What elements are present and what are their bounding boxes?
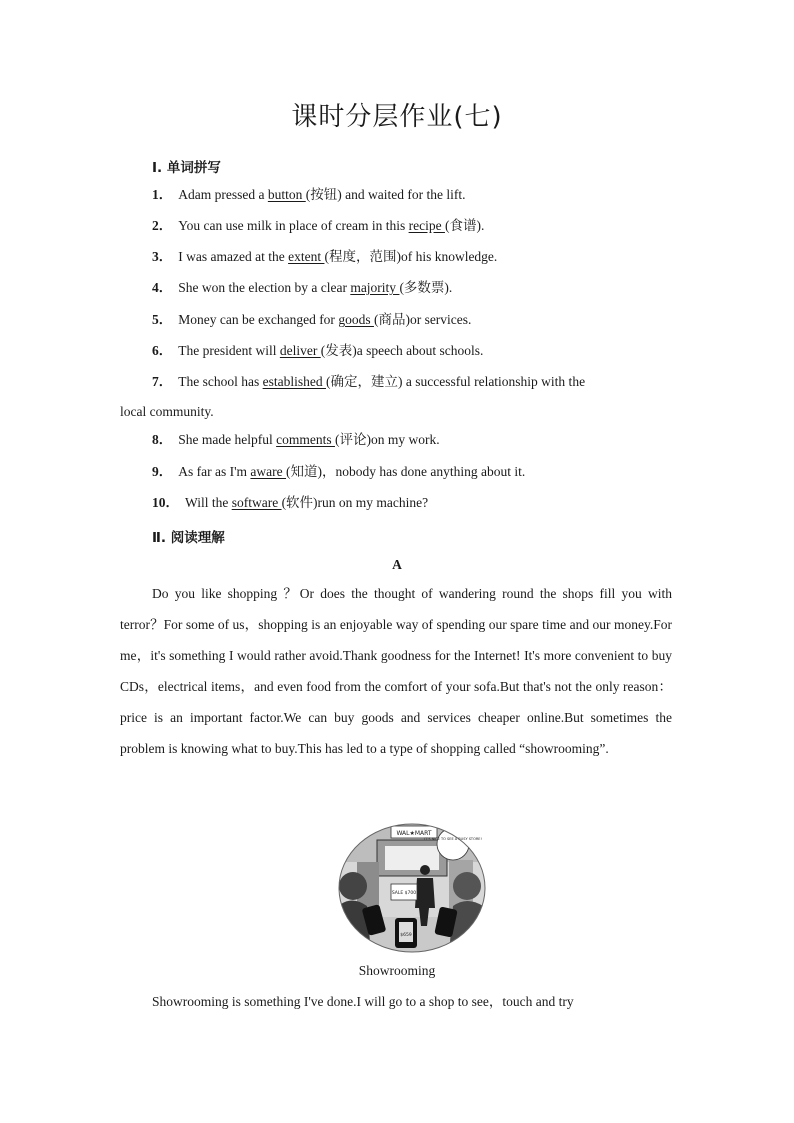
item-answer: goods [338, 312, 374, 327]
spelling-item [152, 187, 465, 203]
section-heading-spelling: Ⅰ. 单词拼写 [152, 160, 221, 176]
item-text-before: I was amazed at the [178, 249, 289, 264]
item-text-after: (软件)run on my machine? [281, 495, 429, 510]
item-answer: recipe [408, 218, 445, 233]
item-answer: deliver [279, 343, 321, 358]
item-number: 4． [152, 280, 173, 295]
item-answer: established [262, 374, 326, 389]
speech-bubble-text: IT'S NICE TO SEE A BUSY STORE! [424, 837, 482, 841]
image-caption: Showrooming [358, 963, 436, 978]
item-number: 6． [152, 343, 173, 358]
item-text-before: The president will [178, 343, 280, 358]
item-number: 1． [152, 187, 173, 202]
page-title: 课时分层作业(七) [291, 102, 503, 132]
item-text-after: (按钮) and waited for the lift. [305, 187, 466, 202]
passage-paragraph-2: Showrooming is something I've done.I will go to a shop to see，touch and try [152, 994, 574, 1009]
item-text-after: (商品)or services. [373, 312, 472, 327]
item-number: 5． [152, 312, 173, 327]
spelling-item [152, 464, 525, 480]
showrooming-illustration [337, 822, 487, 954]
spelling-item [152, 312, 471, 328]
section-heading-reading: Ⅱ. 阅读理解 [152, 530, 225, 546]
spelling-item [152, 218, 484, 234]
spelling-item [152, 374, 672, 390]
item-number: 10． [152, 495, 179, 510]
item-number: 3． [152, 249, 173, 264]
item-text-after: (多数票). [399, 280, 453, 295]
item-number: 2． [152, 218, 173, 233]
item-text-before: Adam pressed a [178, 187, 268, 202]
passage-letter: A [392, 557, 402, 572]
item-number: 9． [152, 464, 173, 479]
passage-paragraph-1: Do you like shopping ？Or does the thought of wandering round the shops fill you with terror？For some of us，shopping is an enjoyable way of spending our spare time and our money.For me，it's something I would rather avoid.Thank goodness for the Internet! It's more convenient to buy CDs，electrical items，and even food from the comfort of your sofa.But that's not the only reason：price is an important factor.We can buy goods and services cheaper online.But sometimes the problem is knowing what to buy.This has led to a type of shopping called “showrooming”. [120, 586, 672, 756]
item-text-after: (程度，范围)of his knowledge. [324, 249, 498, 264]
item-text-before: The school has [178, 374, 263, 389]
item-answer: majority [350, 280, 400, 295]
item-text-after: (食谱). [444, 218, 485, 233]
item-answer: software [231, 495, 282, 510]
spelling-item [152, 343, 483, 359]
item-text-before: You can use milk in place of cream in this [178, 218, 409, 233]
item-text-after: (评论)on my work. [334, 432, 440, 447]
item-answer: aware [250, 464, 287, 479]
item-number: 8． [152, 432, 173, 447]
item-text-before: She won the election by a clear [178, 280, 351, 295]
item-text-after: (知道)，nobody has done anything about it. [286, 464, 526, 479]
item-answer: comments [276, 432, 335, 447]
item-text-after: (确定，建立) a successful relationship with the [325, 374, 586, 389]
item-answer: extent [288, 249, 325, 264]
item-text-after: (发表)a speech about schools. [320, 343, 484, 358]
item-text-before: Will the [185, 495, 232, 510]
item-text-before: Money can be exchanged for [178, 312, 339, 327]
spelling-item [152, 280, 452, 296]
spelling-item [152, 495, 428, 511]
item-number: 7． [152, 374, 173, 389]
store-sign-text: WAL★MART [396, 830, 432, 837]
item-answer: button [267, 187, 306, 202]
sale-tag-text: SALE $700 [391, 891, 417, 896]
spelling-item-7-continuation: local community. [120, 404, 214, 419]
spelling-item [152, 432, 440, 448]
item-text-before: As far as I'm [178, 464, 251, 479]
phone-price-text: $659 [400, 933, 412, 938]
item-text-before: She made helpful [178, 432, 277, 447]
spelling-item [152, 249, 497, 265]
